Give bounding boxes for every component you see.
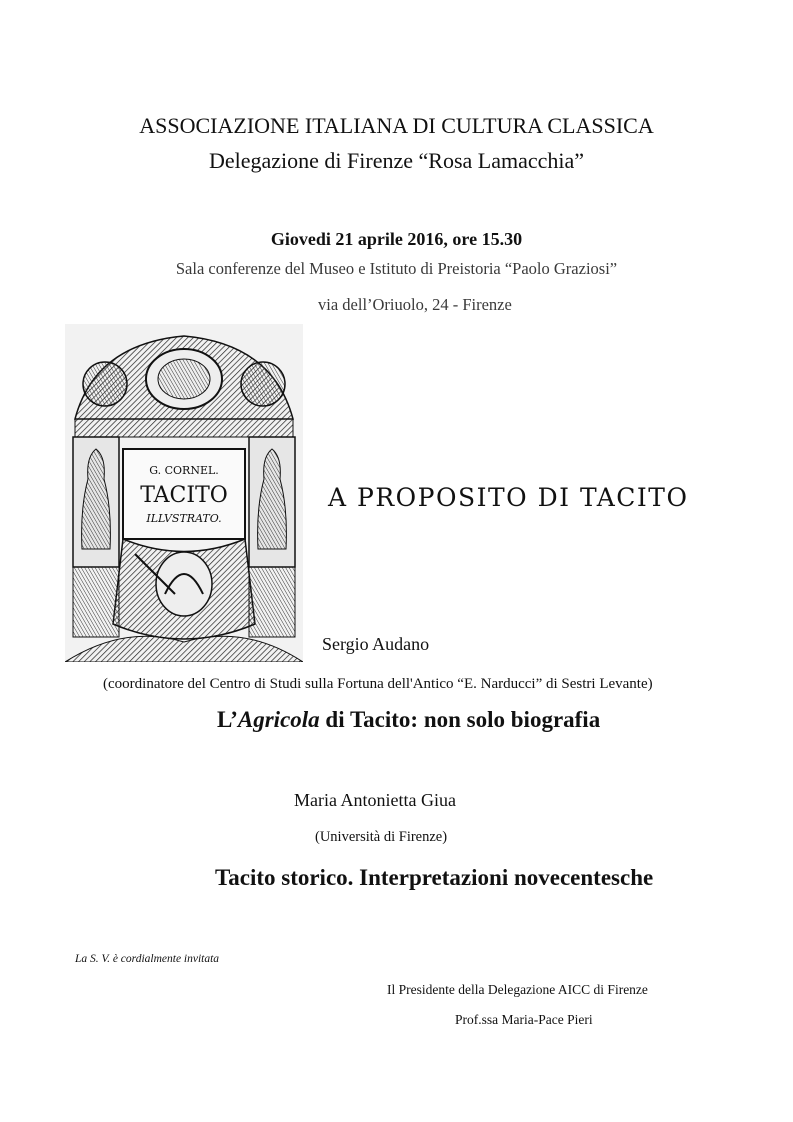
event-venue: Sala conferenze del Museo e Istituto di Preistoria “Paolo Graziosi” [175,259,618,278]
event-address: via dell’Oriuolo, 24 - Firenze [318,295,512,314]
president-name: Prof.ssa Maria-Pace Pieri [455,1012,593,1027]
talk-1-title-suffix: di Tacito: non solo biografia [319,707,601,732]
speaker-1-name: Sergio Audano [322,634,430,654]
delegation-heading: Delegazione di Firenze “Rosa Lamacchia” [208,148,585,173]
event-date-time: Giovedi 21 aprile 2016, ore 15.30 [270,229,523,249]
frontispiece-engraving [65,324,303,662]
speaker-2-name: Maria Antonietta Giua [294,790,456,810]
invitation-note: La S. V. è cordialmente invitata [75,953,220,965]
frontispiece-line2: TACITO [140,483,228,508]
speaker-1-affiliation: (coordinatore del Centro di Studi sulla Fortuna dell'Antico “E. Narducci” di Sestri Levante) [103,676,653,692]
organization-heading: ASSOCIAZIONE ITALIANA DI CULTURA CLASSICA [139,113,654,138]
speaker-2-affiliation: (Università di Firenze) [315,829,448,845]
talk-1-title-prefix: L’ [217,707,238,732]
talk-1-title [217,707,600,733]
frontispiece-line3: ILLVSTRATO. [146,512,222,525]
talk-1-title-italic: Agricola [237,707,320,732]
frontispiece-line1: G. CORNEL. [149,464,219,477]
talk-2-title: Tacito storico. Interpretazioni novecentesche [215,865,654,890]
president-role: Il Presidente della Delegazione AICC di Firenze [387,982,648,997]
event-title: A PROPOSITO DI TACITO [328,483,689,512]
